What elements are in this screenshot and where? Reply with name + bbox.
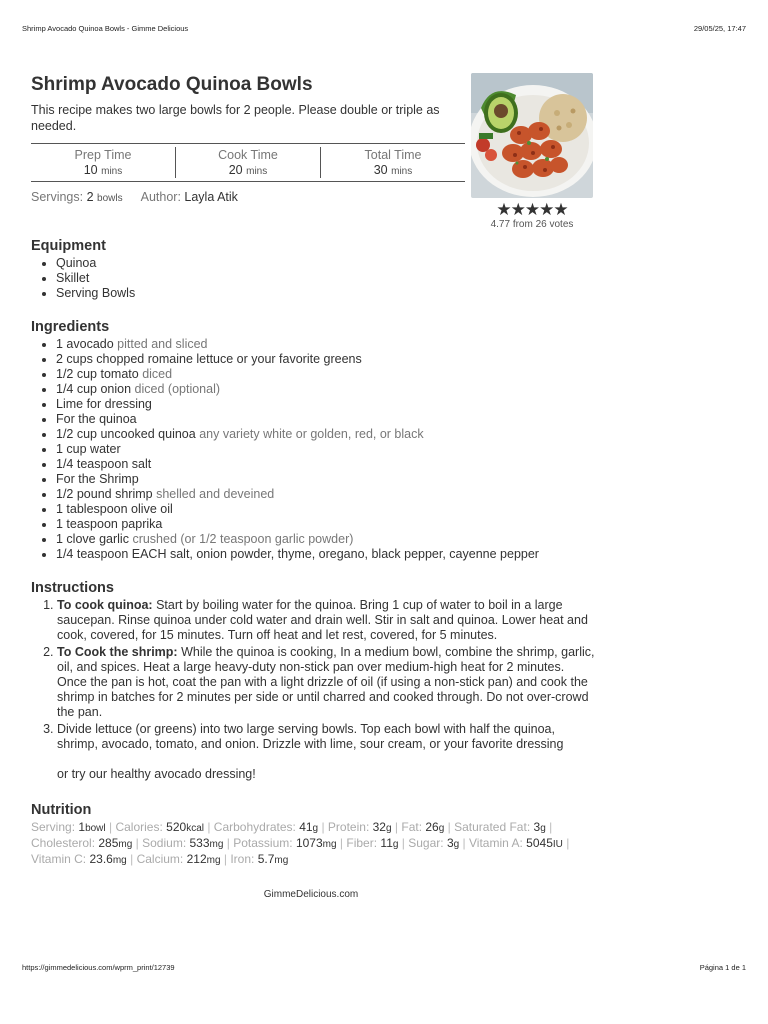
cook-time xyxy=(175,147,320,178)
equipment-list xyxy=(31,256,731,301)
list-item: • 1 tablespoon olive oil xyxy=(56,502,731,517)
ingredients-heading: Ingredients xyxy=(31,319,110,335)
recipe-description: This recipe makes two large bowls for 2 people. Please double or triple as needed. xyxy=(31,103,440,133)
recipe-title: Shrimp Avocado Quinoa Bowls xyxy=(31,74,313,95)
list-item: • Skillet xyxy=(56,271,731,286)
rating-text: 4.77 from 26 votes xyxy=(490,219,574,230)
recipe-times xyxy=(31,143,465,182)
print-header-title: Shrimp Avocado Quinoa Bowls - Gimme Delicious xyxy=(22,24,189,33)
recipe-photo-illustration xyxy=(471,73,593,198)
rating-stars-icon[interactable]: ★★★★★ xyxy=(496,200,568,219)
equipment-heading: Equipment xyxy=(31,238,106,254)
list-item: • Lime for dressing xyxy=(56,397,731,412)
servings-unit: bowls xyxy=(97,193,123,204)
list-item: • 1/2 pound shrimp shelled and deveined xyxy=(56,487,731,502)
nutrition-section xyxy=(31,802,731,868)
list-item: • 1 teaspoon paprika xyxy=(56,517,731,532)
total-time xyxy=(320,147,465,178)
list-item: • 1/4 teaspoon EACH salt, onion powder, thyme, oregano, black pepper, cayenne pepper xyxy=(56,547,731,562)
print-footer-page: Página 1 de 1 xyxy=(699,963,746,972)
instruction-step: 1. To cook quinoa: Start by boiling water for the quinoa. Bring 1 cup of water to boil in a large saucepan. Rinse quinoa under cold water and drain well. Stir in salt and quinoa. Lower heat and cook, covered, for 15 minutes. Turn off heat and let rest, covered, for 5 minutes. xyxy=(57,598,596,643)
list-item: • Serving Bowls xyxy=(56,286,731,301)
author xyxy=(141,190,238,204)
prep-time-label: Prep Time xyxy=(74,148,132,162)
prep-time xyxy=(31,144,175,181)
instruction-step: 2. To Cook the shrimp: While the quinoa is cooking, In a medium bowl, combine the shrimp, garlic, oil, and spices. Heat a large heavy-duty non-stick pan over medium-high heat for 2 minutes. Once the pan is hot, coat the pan with a light drizzle of oil (if using a non-stick pan) and cook the shrimp in batches for 2 minutes per side or until charred and cooked through. Do not over-crowd the pan. xyxy=(57,645,596,720)
print-header xyxy=(22,24,746,33)
avocado-dressing-text: or try our healthy avocado dressing! xyxy=(57,767,256,781)
list-item: • 1/4 teaspoon salt xyxy=(56,457,731,472)
prep-time-value: 10 xyxy=(83,163,98,177)
list-item: • For the quinoa xyxy=(56,412,731,427)
nutrition-facts: Serving: 1bowl | Calories: 520kcal | Carbohydrates: 41g | Protein: 32g | Fat: 26g | Saturated Fat: 3g | Cholesterol: 285mg | Sodium: 533mg | Potassium: 1073mg | Fiber: 11g | Sugar: 3g | Vitamin A: 5045IU | Vitamin C: 23.6mg | Calcium: 212mg | Iron: 5.7mg xyxy=(31,820,570,866)
ingredients-list xyxy=(31,337,731,562)
cook-time-unit: mins xyxy=(246,166,268,177)
total-time-unit: mins xyxy=(391,166,413,177)
cook-time-label: Cook Time xyxy=(218,148,278,162)
ingredients-section xyxy=(31,319,731,562)
equipment-section xyxy=(31,238,731,301)
instruction-step: 3. Divide lettuce (or greens) into two large serving bowls. Top each bowl with half the quinoa, shrimp, avocado, tomato, and onion. Drizzle with lime, sour cream, or your favorite dressing or try our healthy avocado dressing! xyxy=(57,722,596,782)
instructions-heading: Instructions xyxy=(31,580,114,596)
list-item: • 1 clove garlic crushed (or 1/2 teaspoon garlic powder) xyxy=(56,532,731,547)
servings-value: 2 xyxy=(86,190,94,204)
author-name: Layla Atik xyxy=(184,190,238,204)
servings-label: Servings: xyxy=(31,190,84,204)
author-label: Author: xyxy=(140,190,181,204)
print-footer-url[interactable]: https://gimmedelicious.com/wprm_print/12739 xyxy=(22,963,175,972)
list-item: • 2 cups chopped romaine lettuce or your favorite greens xyxy=(56,352,731,367)
instructions-list xyxy=(31,598,596,782)
prep-time-unit: mins xyxy=(101,166,123,177)
total-time-label: Total Time xyxy=(364,148,422,162)
total-time-value: 30 xyxy=(373,163,388,177)
print-header-datetime: 29/05/25, 17:47 xyxy=(693,24,746,33)
list-item: • For the Shrimp xyxy=(56,472,731,487)
list-item: • 1/2 cup tomato diced xyxy=(56,367,731,382)
cook-time-value: 20 xyxy=(228,163,243,177)
list-item: • 1 cup water xyxy=(56,442,731,457)
recipe-image xyxy=(471,73,593,198)
list-item: • Quinoa xyxy=(56,256,731,271)
instructions-section xyxy=(31,580,596,784)
print-footer xyxy=(22,963,746,972)
site-name: GimmeDelicious.com xyxy=(263,889,359,900)
recipe-rating xyxy=(471,202,593,230)
list-item: • 1 avocado pitted and sliced xyxy=(56,337,731,352)
servings xyxy=(31,190,123,204)
nutrition-heading: Nutrition xyxy=(31,802,92,818)
list-item: • 1/2 cup uncooked quinoa any variety white or golden, red, or black xyxy=(56,427,731,442)
list-item: • 1/4 cup onion diced (optional) xyxy=(56,382,731,397)
